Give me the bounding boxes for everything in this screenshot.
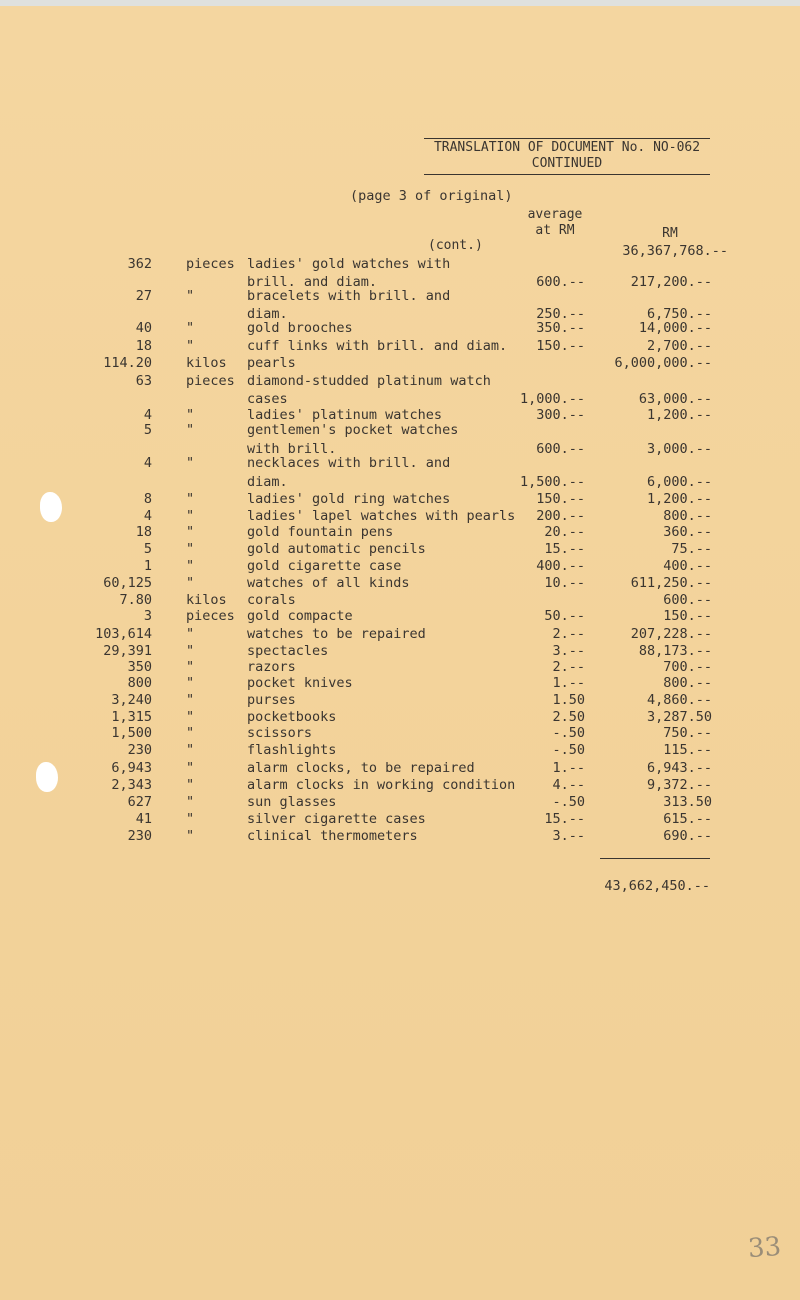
row-average-price: 400.-- xyxy=(536,558,585,574)
page-reference: (page 3 of original) xyxy=(350,188,513,204)
row-average-price: 250.-- xyxy=(536,306,585,322)
row-amount: 700.-- xyxy=(663,659,712,675)
row-average-price: 3.-- xyxy=(552,828,585,844)
row-average-price: 3.-- xyxy=(552,643,585,659)
row-description: necklaces with brill. and xyxy=(247,455,451,471)
row-average-price: 600.-- xyxy=(536,274,585,290)
row-unit: " xyxy=(186,692,195,708)
row-unit: " xyxy=(186,338,195,354)
row-description: ladies' platinum watches xyxy=(247,407,443,423)
row-amount: 88,173.-- xyxy=(638,643,712,659)
row-unit: kilos xyxy=(186,355,227,371)
row-description: bracelets with brill. and xyxy=(247,288,451,304)
row-description: gentlemen's pocket watches xyxy=(247,422,459,438)
row-quantity: 3 xyxy=(143,608,152,624)
row-description: ladies' gold ring watches xyxy=(247,491,451,507)
row-quantity: 1,315 xyxy=(111,709,152,725)
row-unit: " xyxy=(186,709,195,725)
row-average-price: 350.-- xyxy=(536,320,585,336)
row-amount: 3,287.50 xyxy=(646,709,712,725)
row-unit: " xyxy=(186,288,195,304)
page-number-stamp: 33 xyxy=(746,1231,783,1265)
row-description: ladies' gold watches with xyxy=(247,256,451,272)
row-average-price: -.50 xyxy=(552,742,585,758)
row-quantity: 230 xyxy=(127,742,152,758)
row-description: gold compacte xyxy=(247,608,353,624)
row-unit: " xyxy=(186,558,195,574)
row-description: watches of all kinds xyxy=(247,575,410,591)
average-header-line2: at RM xyxy=(535,223,575,238)
row-description: purses xyxy=(247,692,296,708)
row-description: razors xyxy=(247,659,296,675)
total-rule xyxy=(600,858,710,859)
scan-edge xyxy=(0,0,800,6)
row-average-price: 50.-- xyxy=(544,608,585,624)
row-description: diam. xyxy=(247,306,288,322)
row-average-price: -.50 xyxy=(552,725,585,741)
row-description: cuff links with brill. and diam. xyxy=(247,338,508,354)
row-amount: 3,000.-- xyxy=(646,441,712,457)
row-average-price: 1.50 xyxy=(552,692,585,708)
row-average-price: 600.-- xyxy=(536,441,585,457)
row-average-price: 15.-- xyxy=(544,541,585,557)
row-unit: " xyxy=(186,760,195,776)
row-amount: 400.-- xyxy=(663,558,712,574)
row-quantity: 5 xyxy=(143,541,152,557)
row-quantity: 63 xyxy=(135,373,152,389)
row-quantity: 18 xyxy=(135,338,152,354)
row-average-price: 10.-- xyxy=(544,575,585,591)
row-quantity: 1 xyxy=(143,558,152,574)
row-amount: 611,250.-- xyxy=(630,575,712,591)
row-quantity: 3,240 xyxy=(111,692,152,708)
row-amount: 6,000,000.-- xyxy=(614,355,712,371)
row-amount: 360.-- xyxy=(663,524,712,540)
row-quantity: 114.20 xyxy=(103,355,152,371)
row-amount: 9,372.-- xyxy=(646,777,712,793)
row-description: silver cigarette cases xyxy=(247,811,426,827)
row-unit: " xyxy=(186,725,195,741)
row-unit: " xyxy=(186,794,195,810)
row-description: sun glasses xyxy=(247,794,337,810)
row-unit: " xyxy=(186,828,195,844)
row-quantity: 103,614 xyxy=(95,626,152,642)
row-description: spectacles xyxy=(247,643,329,659)
row-description: diam. xyxy=(247,474,288,490)
row-quantity: 27 xyxy=(135,288,152,304)
row-description: scissors xyxy=(247,725,313,741)
row-quantity: 6,943 xyxy=(111,760,152,776)
row-average-price: 150.-- xyxy=(536,491,585,507)
average-column-header xyxy=(515,207,595,239)
row-amount: 800.-- xyxy=(663,508,712,524)
row-description: with brill. xyxy=(247,441,337,457)
row-amount: 750.-- xyxy=(663,725,712,741)
row-quantity: 350 xyxy=(127,659,152,675)
row-average-price: 2.50 xyxy=(552,709,585,725)
row-unit: " xyxy=(186,491,195,507)
row-description: pearls xyxy=(247,355,296,371)
row-average-price: 15.-- xyxy=(544,811,585,827)
row-unit: pieces xyxy=(186,608,235,624)
row-quantity: 1,500 xyxy=(111,725,152,741)
row-amount: 150.-- xyxy=(663,608,712,624)
row-unit: " xyxy=(186,407,195,423)
row-average-price: 1.-- xyxy=(552,760,585,776)
row-average-price: 2.-- xyxy=(552,626,585,642)
row-quantity: 29,391 xyxy=(103,643,152,659)
row-quantity: 4 xyxy=(143,508,152,524)
row-amount: 14,000.-- xyxy=(638,320,712,336)
row-average-price: 20.-- xyxy=(544,524,585,540)
row-unit: " xyxy=(186,811,195,827)
punch-hole xyxy=(36,762,58,792)
row-unit: " xyxy=(186,422,195,438)
row-description: alarm clocks, to be repaired xyxy=(247,760,475,776)
row-description: brill. and diam. xyxy=(247,274,378,290)
row-description: alarm clocks in working condition xyxy=(247,777,516,793)
row-amount: 207,228.-- xyxy=(630,626,712,642)
row-average-price: 1,500.-- xyxy=(519,474,585,490)
row-quantity: 7.80 xyxy=(119,592,152,608)
row-amount: 1,200.-- xyxy=(646,407,712,423)
row-description: diamond-studded platinum watch xyxy=(247,373,491,389)
row-average-price: 200.-- xyxy=(536,508,585,524)
row-unit: " xyxy=(186,508,195,524)
row-description: gold brooches xyxy=(247,320,353,336)
row-quantity: 40 xyxy=(135,320,152,336)
row-unit: " xyxy=(186,659,195,675)
row-average-price: 1.-- xyxy=(552,675,585,691)
row-amount: 4,860.-- xyxy=(646,692,712,708)
row-unit: " xyxy=(186,643,195,659)
row-unit: kilos xyxy=(186,592,227,608)
row-average-price: 150.-- xyxy=(536,338,585,354)
row-quantity: 5 xyxy=(143,422,152,438)
row-unit: " xyxy=(186,575,195,591)
row-amount: 615.-- xyxy=(663,811,712,827)
row-unit: " xyxy=(186,675,195,691)
row-quantity: 362 xyxy=(127,256,152,272)
row-amount: 800.-- xyxy=(663,675,712,691)
row-description: gold fountain pens xyxy=(247,524,394,540)
row-description: clinical thermometers xyxy=(247,828,418,844)
row-unit: " xyxy=(186,320,195,336)
row-average-price: 4.-- xyxy=(552,777,585,793)
row-average-price: 1,000.-- xyxy=(519,391,585,407)
row-average-price: 300.-- xyxy=(536,407,585,423)
row-amount: 6,750.-- xyxy=(646,306,712,322)
row-amount: 1,200.-- xyxy=(646,491,712,507)
cont-label: (cont.) xyxy=(428,238,483,253)
punch-hole xyxy=(40,492,62,522)
row-description: pocket knives xyxy=(247,675,353,691)
row-average-price: 2.-- xyxy=(552,659,585,675)
row-amount: 63,000.-- xyxy=(638,391,712,407)
row-amount: 75.-- xyxy=(671,541,712,557)
row-unit: " xyxy=(186,541,195,557)
carried-forward-amount: 36,367,768.-- xyxy=(622,243,728,259)
row-unit: " xyxy=(186,777,195,793)
row-description: ladies' lapel watches with pearls xyxy=(247,508,516,524)
row-unit: " xyxy=(186,455,195,471)
grand-total: 43,662,450.-- xyxy=(604,878,710,894)
row-description: watches to be repaired xyxy=(247,626,426,642)
row-unit: pieces xyxy=(186,373,235,389)
header-subtitle: CONTINUED xyxy=(531,156,603,171)
row-description: pocketbooks xyxy=(247,709,337,725)
row-amount: 217,200.-- xyxy=(630,274,712,290)
row-quantity: 41 xyxy=(135,811,152,827)
row-quantity: 18 xyxy=(135,524,152,540)
row-description: cases xyxy=(247,391,288,407)
amount-column-header: RM xyxy=(662,226,678,241)
row-unit: " xyxy=(186,524,195,540)
row-description: flashlights xyxy=(247,742,337,758)
row-quantity: 8 xyxy=(143,491,152,507)
row-amount: 313.50 xyxy=(663,794,712,810)
header-title: TRANSLATION OF DOCUMENT No. NO-062 xyxy=(433,140,701,155)
row-amount: 115.-- xyxy=(663,742,712,758)
row-amount: 6,000.-- xyxy=(646,474,712,490)
row-quantity: 230 xyxy=(127,828,152,844)
average-header-line1: average xyxy=(527,207,583,222)
row-quantity: 4 xyxy=(143,455,152,471)
row-description: corals xyxy=(247,592,296,608)
row-average-price: -.50 xyxy=(552,794,585,810)
row-quantity: 627 xyxy=(127,794,152,810)
row-quantity: 2,343 xyxy=(111,777,152,793)
row-quantity: 4 xyxy=(143,407,152,423)
row-unit: pieces xyxy=(186,256,235,272)
row-quantity: 60,125 xyxy=(103,575,152,591)
row-quantity: 800 xyxy=(127,675,152,691)
row-amount: 690.-- xyxy=(663,828,712,844)
row-description: gold automatic pencils xyxy=(247,541,426,557)
row-amount: 600.-- xyxy=(663,592,712,608)
row-description: gold cigarette case xyxy=(247,558,402,574)
row-unit: " xyxy=(186,626,195,642)
row-amount: 6,943.-- xyxy=(646,760,712,776)
row-amount: 2,700.-- xyxy=(646,338,712,354)
document-header xyxy=(424,138,710,175)
row-unit: " xyxy=(186,742,195,758)
